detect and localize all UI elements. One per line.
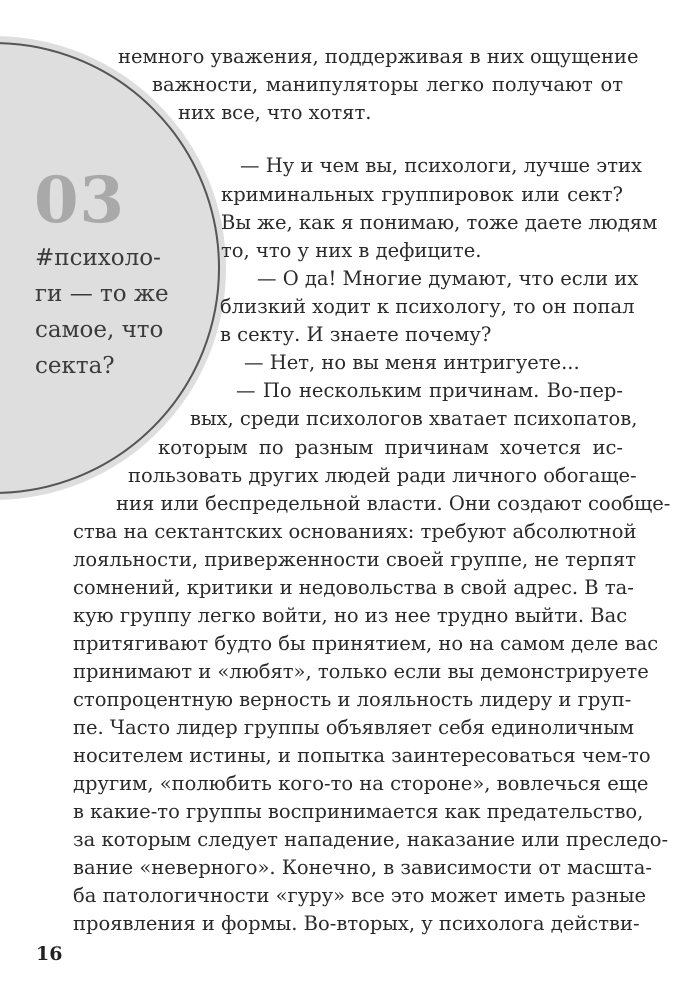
- body-line: важности, манипуляторы легко получают от: [152, 73, 623, 96]
- body-line: — Ну и чем вы, психологи, лучше этих: [240, 154, 642, 177]
- body-line: кую группу легко войти, но из нее трудно выйти. Вас: [73, 604, 628, 627]
- body-line: — О да! Многие думают, что если их: [257, 267, 639, 290]
- chapter-title-line: секта?: [35, 353, 115, 379]
- body-line: которым по разным причинам хочется ис-: [158, 436, 623, 459]
- body-line: — По нескольким причинам. Во-пер-: [236, 379, 623, 402]
- body-line: проявления и формы. Во-вторых, у психолога действи-: [73, 912, 640, 935]
- body-line: принимают и «любят», только если вы демонстрируете: [73, 660, 649, 683]
- body-line: — Нет, но вы меня интригуете...: [244, 351, 580, 374]
- chapter-title-line: самое, что: [35, 317, 164, 343]
- body-line: сомнений, критики и недовольства в свой адрес. В та-: [73, 576, 634, 599]
- chapter-title-line: #психоло-: [35, 245, 161, 271]
- page-number: 16: [36, 943, 63, 965]
- body-line: немного уважения, поддерживая в них ощущение: [118, 45, 639, 68]
- body-line: ства на сектантских основаниях: требуют абсолютной: [73, 520, 637, 543]
- body-line: вых, среди психологов хватает психопатов,: [190, 407, 638, 430]
- chapter-title-line: ги — то же: [35, 281, 169, 307]
- body-line: притягивают будто бы принятием, но на самом деле вас: [73, 632, 659, 655]
- body-line: то, что у них в дефиците.: [221, 239, 482, 262]
- body-line: в секту. И знаете почему?: [220, 323, 492, 346]
- body-line: ния или беспредельной власти. Они создают сообще-: [116, 492, 671, 515]
- body-line: Вы же, как я понимаю, тоже даете людям: [221, 211, 658, 234]
- chapter-title: [35, 240, 169, 384]
- body-line: лояльности, приверженности своей группе, не терпят: [73, 548, 636, 571]
- body-line: них все, что хотят.: [178, 101, 372, 124]
- body-line: пользовать других людей ради личного обогаще-: [128, 464, 637, 487]
- body-line: ба патологичности «гуру» все это может иметь разные: [73, 884, 647, 907]
- body-line: в какие-то группы воспринимается как предательство,: [73, 800, 644, 823]
- body-line: стопроцентную верность и лояльность лидеру и груп-: [73, 688, 632, 711]
- body-line: вание «неверного». Конечно, в зависимости от масшта-: [73, 856, 652, 879]
- body-line: другим, «полюбить кого-то на стороне», вовлечься еще: [73, 772, 649, 795]
- body-line: за которым следует нападение, наказание или преследо-: [73, 828, 669, 851]
- body-line: близкий ходит к психологу, то он попал: [220, 295, 635, 318]
- chapter-number: 03: [34, 163, 126, 238]
- body-line: пе. Часто лидер группы объявляет себя единоличным: [73, 716, 635, 739]
- body-line: криминальных группировок или сект?: [221, 183, 623, 206]
- body-line: носителем истины, и попытка заинтересоваться чем-то: [73, 744, 651, 767]
